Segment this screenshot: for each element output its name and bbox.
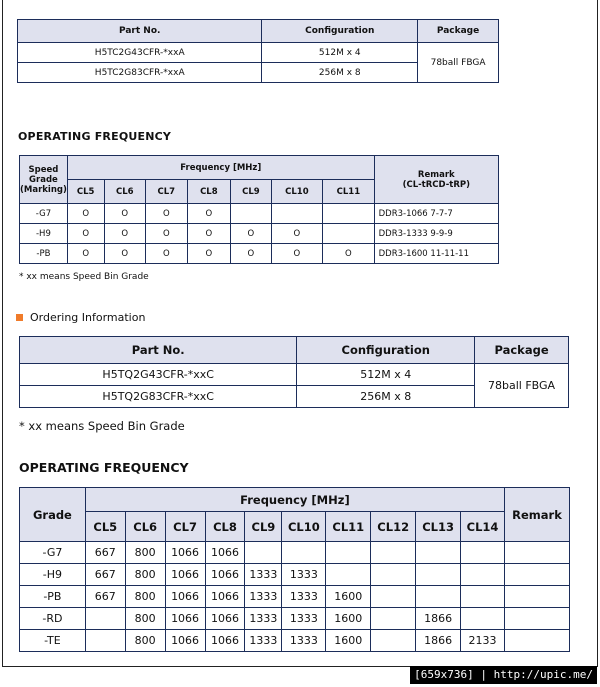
freq-cell: O — [271, 224, 322, 244]
freq-cell — [323, 224, 374, 244]
freq-cell — [231, 204, 272, 224]
image-host-footer: [659x736] | http://upic.me/ — [410, 666, 597, 684]
header-cl: CL11 — [323, 180, 374, 204]
freq-cell: 1600 — [326, 630, 371, 652]
freq-cell: O — [67, 244, 104, 264]
remark-cell: DDR3-1066 7-7-7 — [374, 204, 498, 224]
freq-cell: 800 — [125, 542, 165, 564]
freq-cell: 1333 — [245, 564, 282, 586]
freq-cell: 1333 — [282, 630, 326, 652]
freq-cell — [461, 586, 505, 608]
package-cell: 78ball FBGA — [418, 43, 499, 83]
header-remark: Remark — [505, 488, 570, 542]
header-cl: CL5 — [85, 512, 125, 542]
configuration-cell: 512M x 4 — [297, 364, 475, 386]
freq-cell: O — [67, 204, 104, 224]
header-cl: CL11 — [326, 512, 371, 542]
part-no-cell: H5TQ2G43CFR-*xxC — [20, 364, 297, 386]
remark-cell — [505, 564, 570, 586]
header-cl: CL5 — [67, 180, 104, 204]
table-row — [20, 630, 570, 652]
freq-cell: 1066 — [205, 542, 245, 564]
freq-cell: O — [231, 244, 272, 264]
table-row — [20, 364, 569, 386]
freq-cell — [326, 542, 371, 564]
freq-cell: 800 — [125, 608, 165, 630]
package-cell: 78ball FBGA — [475, 364, 569, 408]
header-package: Package — [475, 337, 569, 364]
part-no-cell: H5TQ2G83CFR-*xxC — [20, 386, 297, 408]
freq-cell: 1333 — [245, 586, 282, 608]
freq-cell: O — [323, 244, 374, 264]
configuration-cell: 512M x 4 — [262, 43, 418, 63]
freq-cell: 667 — [85, 542, 125, 564]
table-row — [20, 564, 570, 586]
configuration-cell: 256M x 8 — [297, 386, 475, 408]
freq-cell — [461, 608, 505, 630]
freq-cell — [245, 542, 282, 564]
header-cl: CL14 — [461, 512, 505, 542]
header-configuration: Configuration — [297, 337, 475, 364]
freq-cell — [85, 630, 125, 652]
freq-cell: O — [146, 224, 188, 244]
table-row — [20, 608, 570, 630]
header-package: Package — [418, 20, 499, 43]
image-size-label: [659x736] — [414, 668, 474, 681]
freq-cell: O — [146, 204, 188, 224]
table-row — [18, 43, 499, 63]
grade-cell: -RD — [20, 608, 86, 630]
table-row — [20, 224, 499, 244]
freq-cell — [323, 204, 374, 224]
freq-cell: 1333 — [245, 608, 282, 630]
remark-cell — [505, 586, 570, 608]
header-speed-grade: Speed Grade (Marking) — [20, 156, 68, 204]
speed-bin-note: * xx means Speed Bin Grade — [19, 419, 185, 433]
freq-cell — [271, 204, 322, 224]
section-heading-operating-frequency: OPERATING FREQUENCY — [18, 130, 172, 143]
header-cl: CL10 — [271, 180, 322, 204]
operating-frequency-table-large — [19, 487, 570, 652]
freq-cell — [371, 564, 416, 586]
freq-cell: 1866 — [416, 608, 461, 630]
freq-cell: 1066 — [165, 586, 205, 608]
ordering-information-title: Ordering Information — [30, 311, 146, 324]
freq-cell: 667 — [85, 586, 125, 608]
freq-cell: O — [67, 224, 104, 244]
grade-cell: -H9 — [20, 564, 86, 586]
freq-cell: 1333 — [282, 608, 326, 630]
bullet-square-icon — [16, 314, 23, 321]
freq-cell: 1333 — [245, 630, 282, 652]
configuration-cell: 256M x 8 — [262, 63, 418, 83]
part-number-table-top — [17, 19, 499, 83]
freq-cell — [416, 542, 461, 564]
header-frequency: Frequency [MHz] — [85, 488, 504, 512]
freq-cell — [461, 564, 505, 586]
table-row — [20, 586, 570, 608]
freq-cell: O — [271, 244, 322, 264]
freq-cell: O — [187, 204, 231, 224]
freq-cell: 1866 — [416, 630, 461, 652]
part-no-cell: H5TC2G83CFR-*xxA — [18, 63, 262, 83]
freq-cell: 1066 — [205, 564, 245, 586]
freq-cell: 1066 — [165, 564, 205, 586]
header-cl: CL12 — [371, 512, 416, 542]
remark-cell — [505, 608, 570, 630]
header-cl: CL10 — [282, 512, 326, 542]
grade-cell: -G7 — [20, 204, 68, 224]
table-row — [20, 244, 499, 264]
grade-cell: -PB — [20, 244, 68, 264]
grade-cell: -G7 — [20, 542, 86, 564]
freq-cell: 800 — [125, 630, 165, 652]
section-heading-operating-frequency: OPERATING FREQUENCY — [19, 460, 189, 475]
remark-cell: DDR3-1600 11-11-11 — [374, 244, 498, 264]
freq-cell: 1066 — [165, 630, 205, 652]
freq-cell — [371, 586, 416, 608]
freq-cell — [461, 542, 505, 564]
freq-cell: 1066 — [205, 608, 245, 630]
header-part-no: Part No. — [20, 337, 297, 364]
header-cl: CL8 — [187, 180, 231, 204]
grade-cell: -PB — [20, 586, 86, 608]
freq-cell: O — [187, 224, 231, 244]
header-grade: Grade — [20, 488, 86, 542]
header-cl: CL7 — [146, 180, 188, 204]
freq-cell: 1333 — [282, 564, 326, 586]
ordering-information-heading — [16, 311, 145, 324]
part-no-cell: H5TC2G43CFR-*xxA — [18, 43, 262, 63]
freq-cell: 1600 — [326, 586, 371, 608]
image-host-link[interactable]: http://upic.me/ — [493, 668, 593, 681]
freq-cell: 1066 — [165, 542, 205, 564]
freq-cell — [326, 564, 371, 586]
freq-cell: O — [104, 244, 146, 264]
freq-cell: 1066 — [205, 586, 245, 608]
operating-frequency-table-small — [19, 155, 499, 264]
grade-cell: -H9 — [20, 224, 68, 244]
header-cl: CL9 — [245, 512, 282, 542]
speed-bin-note: * xx means Speed Bin Grade — [19, 272, 149, 282]
freq-cell — [371, 608, 416, 630]
freq-cell: 800 — [125, 564, 165, 586]
table-row — [20, 204, 499, 224]
header-cl: CL13 — [416, 512, 461, 542]
header-cl: CL9 — [231, 180, 272, 204]
header-cl: CL8 — [205, 512, 245, 542]
freq-cell: O — [104, 224, 146, 244]
remark-cell: DDR3-1333 9-9-9 — [374, 224, 498, 244]
freq-cell: 1600 — [326, 608, 371, 630]
freq-cell — [416, 564, 461, 586]
freq-cell: O — [146, 244, 188, 264]
grade-cell: -TE — [20, 630, 86, 652]
header-part-no: Part No. — [18, 20, 262, 43]
remark-cell — [505, 542, 570, 564]
table-row — [20, 542, 570, 564]
freq-cell: O — [231, 224, 272, 244]
freq-cell: 667 — [85, 564, 125, 586]
header-cl: CL7 — [165, 512, 205, 542]
header-cl: CL6 — [104, 180, 146, 204]
freq-cell — [371, 630, 416, 652]
freq-cell — [416, 586, 461, 608]
freq-cell: 800 — [125, 586, 165, 608]
freq-cell: 2133 — [461, 630, 505, 652]
ordering-information-table — [19, 336, 569, 408]
freq-cell — [85, 608, 125, 630]
freq-cell: O — [104, 204, 146, 224]
freq-cell: O — [187, 244, 231, 264]
header-frequency: Frequency [MHz] — [67, 156, 374, 180]
freq-cell — [282, 542, 326, 564]
freq-cell: 1066 — [205, 630, 245, 652]
freq-cell — [371, 542, 416, 564]
freq-cell: 1333 — [282, 586, 326, 608]
header-configuration: Configuration — [262, 20, 418, 43]
header-cl: CL6 — [125, 512, 165, 542]
freq-cell: 1066 — [165, 608, 205, 630]
remark-cell — [505, 630, 570, 652]
header-remark: Remark (CL-tRCD-tRP) — [374, 156, 498, 204]
